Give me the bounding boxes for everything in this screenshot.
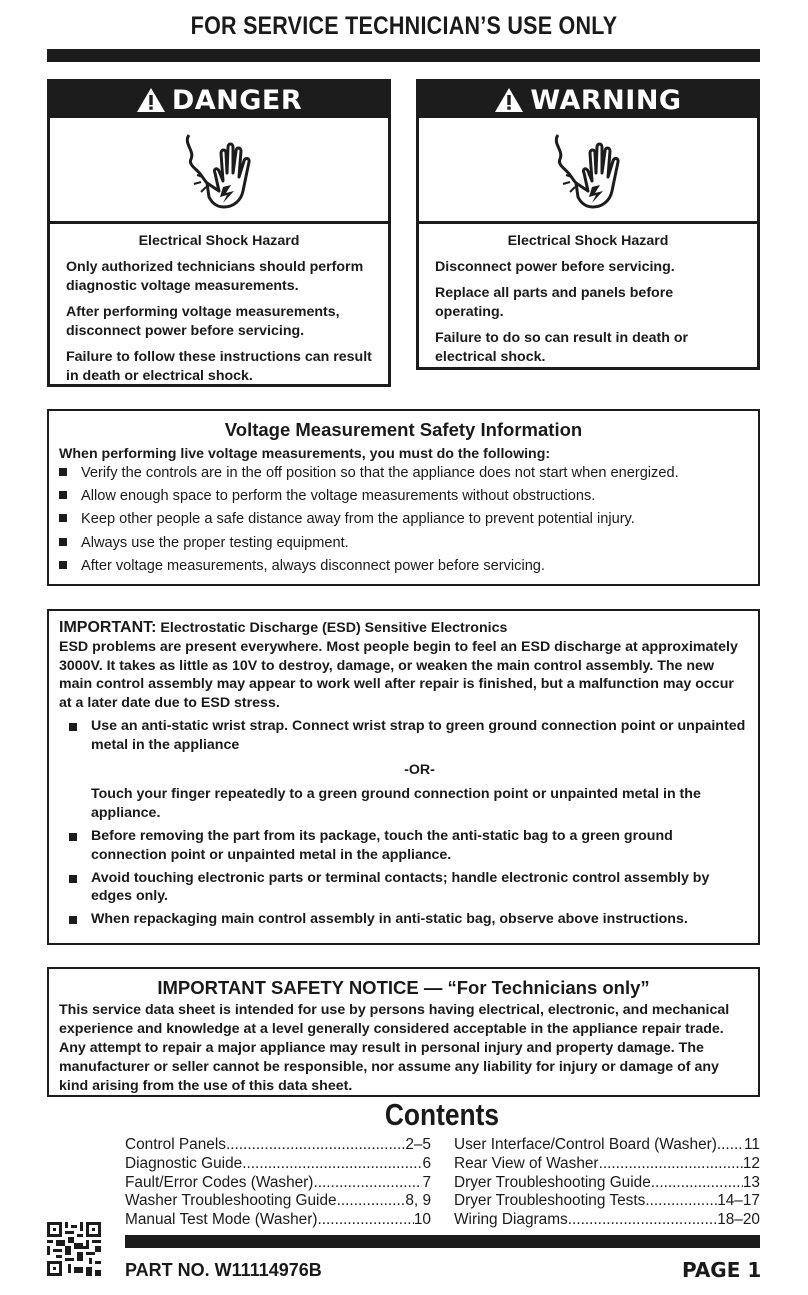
warning-paragraph: Replace all parts and panels before operating. (435, 285, 674, 320)
danger-box (47, 79, 391, 387)
toc-entry-title: Dryer Troubleshooting Tests (454, 1192, 646, 1210)
toc-entry-page: 18–20 (717, 1211, 760, 1229)
safety-notice-box (47, 967, 760, 1097)
toc-entry-title: Dryer Troubleshooting Guide (454, 1173, 651, 1191)
warning-subtitle: Electrical Shock Hazard (507, 233, 669, 249)
toc-entry-page: 11 (744, 1136, 760, 1153)
danger-subtitle: Electrical Shock Hazard (138, 233, 300, 249)
list-item: Verify the controls are in the off position so that the appliance does not start when energized. (49, 462, 758, 485)
toc-entry-page: 14–17 (717, 1192, 760, 1210)
toc-entry-page: 12 (742, 1154, 760, 1172)
contents-title: Contents (384, 1097, 500, 1132)
danger-text (50, 224, 388, 386)
toc-entry[interactable] (125, 1136, 431, 1155)
toc-entry-title: Manual Test Mode (Washer) (125, 1211, 318, 1229)
safety-notice-title: IMPORTANT SAFETY NOTICE — “For Technicians only” (157, 977, 650, 998)
toc-entry-page: 8, 9 (405, 1192, 431, 1210)
page-title: FOR SERVICE TECHNICIAN’S USE ONLY (190, 12, 618, 40)
toc-entry[interactable] (454, 1192, 760, 1211)
qr-code-icon (47, 1222, 101, 1276)
toc-entry[interactable] (125, 1174, 431, 1193)
danger-paragraph: Only authorized technicians should perform diagnostic voltage measurements. (66, 259, 364, 294)
warning-shock-area (419, 118, 757, 224)
electric-shock-hand-icon (548, 129, 628, 211)
important-label: IMPORTANT: (59, 619, 157, 636)
header-rule (47, 49, 760, 62)
warning-paragraph: Failure to do so can result in death or electrical shock. (435, 330, 689, 365)
danger-paragraph: After performing voltage measurements, disconnect power before servicing. (66, 304, 340, 339)
warning-triangle-icon (494, 87, 524, 113)
list-item: After voltage measurements, always disconnect power before servicing. (49, 555, 758, 578)
esd-list (59, 717, 748, 929)
warning-text (419, 224, 757, 367)
or-separator: -OR- (404, 761, 435, 778)
safety-notice-body: This service data sheet is intended for use by persons having electrical, electronic, and mechanical experience and knowledge at a level generally considered acceptable in the appliance repair trade. Any attempt to repair a major appliance may result in personal injury and property damage. The manufacturer or seller cannot be responsible, nor assume any liability for injury or damage of any kind arising from the use of this data sheet. (59, 1002, 730, 1094)
list-item: Avoid touching electronic parts or terminal contacts; handle electronic control assembly by edges only. (59, 869, 748, 907)
toc-entry[interactable] (454, 1155, 760, 1174)
list-item: Allow enough space to perform the voltage measurements without obstructions. (49, 485, 758, 508)
toc-entry-title: Control Panels (125, 1136, 226, 1153)
esd-heading (59, 619, 748, 638)
toc-entry-page: 6 (422, 1154, 431, 1172)
page-number: PAGE 1 (682, 1258, 762, 1282)
toc-entry-title: Fault/Error Codes (Washer) (125, 1173, 314, 1191)
warning-triangle-icon (136, 87, 166, 113)
electric-shock-hand-icon (179, 129, 259, 211)
esd-heading-text: Electrostatic Discharge (ESD) Sensitive Electronics (156, 620, 508, 636)
footer-rule (125, 1235, 760, 1248)
toc-entry-title: Rear View of Washer (454, 1154, 599, 1172)
toc-entry[interactable] (125, 1155, 431, 1174)
toc-entry[interactable] (454, 1211, 760, 1230)
danger-label: DANGER (171, 84, 303, 116)
danger-header (50, 82, 388, 118)
voltage-safety-intro: When performing live voltage measurements, you must do the following: (59, 446, 551, 462)
toc-entry-title: Washer Troubleshooting Guide (125, 1192, 337, 1210)
toc-entry[interactable] (125, 1192, 431, 1211)
toc-entry[interactable] (125, 1211, 431, 1230)
toc-entry[interactable] (454, 1174, 760, 1193)
voltage-safety-title: Voltage Measurement Safety Information (224, 419, 583, 440)
warning-box (416, 79, 760, 370)
toc-entry-page: 13 (742, 1173, 760, 1191)
voltage-safety-list (49, 462, 758, 578)
voltage-safety-box (47, 409, 760, 586)
toc-entry-page: 7 (422, 1173, 431, 1191)
esd-alt-text: Touch your finger repeatedly to a green ground connection point or unpainted metal in the appliance. (91, 786, 701, 822)
warning-paragraph: Disconnect power before servicing. (435, 259, 675, 275)
part-number: PART NO. W11114976B (125, 1260, 322, 1280)
danger-paragraph: Failure to follow these instructions can result in death or electrical shock. (66, 349, 372, 384)
contents-right-column (454, 1136, 760, 1230)
list-item: Always use the proper testing equipment. (49, 532, 758, 555)
list-item: Keep other people a safe distance away from the appliance to prevent potential injury. (49, 508, 758, 531)
toc-entry-page: 10 (413, 1211, 431, 1229)
toc-entry-title: Diagnostic Guide (125, 1154, 243, 1172)
esd-box (47, 609, 760, 945)
warning-header (419, 82, 757, 118)
danger-shock-area (50, 118, 388, 224)
list-item: When repackaging main control assembly in anti-static bag, observe above instructions. (59, 910, 748, 929)
toc-entry-title: Wiring Diagrams (454, 1211, 568, 1229)
list-item: Before removing the part from its package, touch the anti-static bag to a green ground connection point or unpainted metal in the appliance. (59, 827, 748, 865)
list-item (59, 717, 748, 823)
esd-intro: ESD problems are present everywhere. Most people begin to feel an ESD discharge at approximately 3000V. It takes as little as 10V to destroy, damage, or weaken the main control assembly. The new main control assembly may appear to work well after repair is finished, but a malfunction may occur at a later date due to ESD stress. (59, 638, 738, 712)
toc-entry-page: 2–5 (405, 1136, 431, 1153)
toc-entry[interactable] (454, 1136, 760, 1155)
esd-item-text: Use an anti-static wrist strap. Connect wrist strap to green ground connection point or unpainted metal in the appliance (91, 717, 746, 753)
contents-left-column (125, 1136, 431, 1230)
esd-content (49, 611, 758, 929)
toc-entry-title: User Interface/Control Board (Washer) (454, 1136, 717, 1153)
warning-label: WARNING (530, 84, 682, 116)
